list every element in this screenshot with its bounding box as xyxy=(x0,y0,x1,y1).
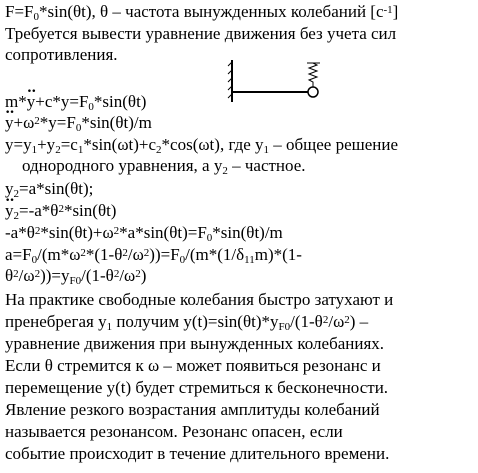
line-second-derivative: ·· $y_2=-a*\theta^2*\sin(\theta t)$ xyxy=(5,201,116,220)
line-particular-solution: $y_2=a*\sin(\theta t)$; xyxy=(5,179,94,200)
line-resonance-2: перемещение y(t) будет стремиться к бесконечности. xyxy=(5,378,389,397)
line-eq-normalized: ·· $y+\omega^2*y=F_0*\sin(\theta t)/m$ xyxy=(5,113,152,132)
line-eq-solution: $y=y_1+y_2=c_1*\sin(\omega t)+c_2*\cos(\omega t)$, где $y_1$ – общее решение xyxy=(5,135,399,156)
line-practice-2: пренебрегая $y_1$ получим $y(t)=\sin(\theta t)*y_{F0}/(1-\theta^2/\omega^2)$ – xyxy=(5,312,369,333)
line-resonance-1: Если θ стремится к ω – может появиться резонанс и xyxy=(5,356,381,375)
line-eq-motion: $m*\cdot\cdot y+c*y=F_0*\sin(\theta t)$ xyxy=(5,92,146,111)
line-substitution: $-a*\theta^2*\sin(\theta t)+\omega^2*a*\sin(\theta t)=F_0*\sin(\theta t)/m$ xyxy=(5,223,283,244)
line-resonance-4: называется резонансом. Резонанс опасен, если xyxy=(5,422,343,441)
line-practice-3: уравнение движения при вынужденных колебаниях. xyxy=(5,334,385,353)
line-amplitude-cont: $\theta^2/\omega^2))=y_{F0}/(1-\theta^2/\omega^2)$ xyxy=(5,266,147,287)
line-force-definition: $F=F_0*\sin(\theta t)$, θ – частота вынужденных колебаний $[c^{-1}]$ xyxy=(5,2,399,23)
line-resonance-3: Явление резкого возрастания амплитуды колебаний xyxy=(5,400,380,419)
line-practice-1: На практике свободные колебания быстро затухают и xyxy=(5,290,394,309)
line-amplitude: $a=F_0/(m*\omega^2*(1-\theta^2/\omega^2))=F_0/(m*(1/\delta_{11}m)*(1-$ xyxy=(5,245,302,266)
line-resonance-5: событие происходит в течение длительного времени. xyxy=(5,444,390,463)
oscillator-diagram xyxy=(224,58,324,104)
line-task-1: Требуется вывести уравнение движения без учета сил xyxy=(5,24,397,43)
line-task-2: сопротивления. xyxy=(5,45,118,64)
line-solution-note: однородного уравнения, а $y_2$ – частное. xyxy=(22,156,306,177)
